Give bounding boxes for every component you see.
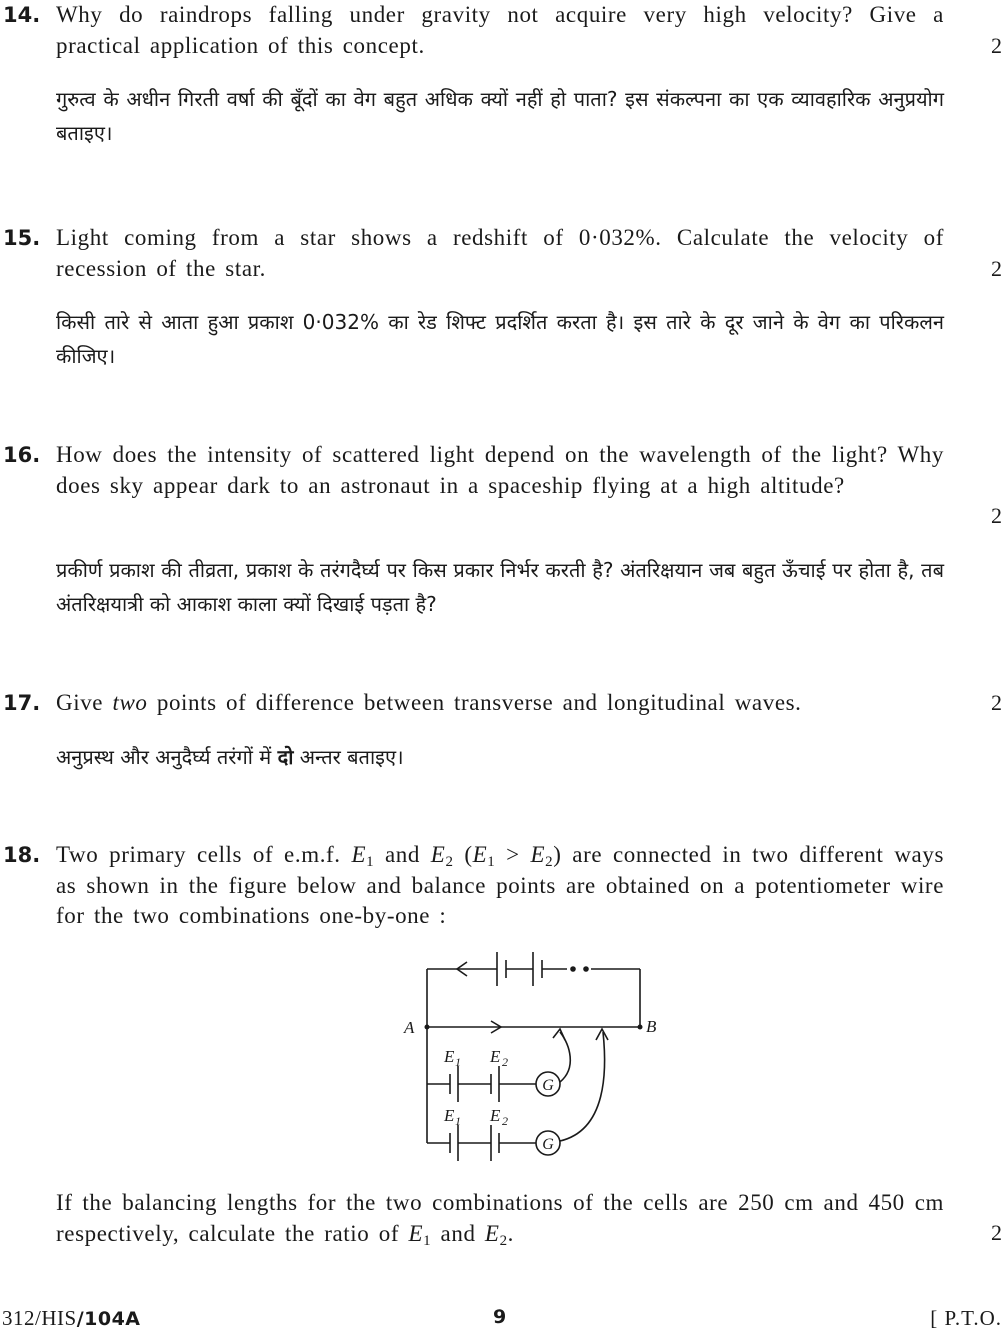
text: If the balancing lengths for the two combinations of the cells are 250 cm and 450 cm respectively, calculate the ratio of [56,1190,944,1246]
text: अनुप्रस्थ और अनुदैर्घ्य तरंगों में [56,745,278,769]
subscript: 1 [366,854,375,870]
question-text-hindi: प्रकीर्ण प्रकाश की तीव्रता, प्रकाश के तरंगदैर्घ्य पर किस प्रकार निर्भर करती है? अंतरिक्षयान जब बहुत ऊँचाई पर होता है, तब अंतरिक्षयात्री को आकाश काला क्यों दिखाई पड़ता है? [56,558,944,616]
text: ( [453,842,473,867]
question-text-english: Light coming from a star shows a redshift of 0·032%. Calculate the velocity of recession of the star. [56,225,944,281]
terminal-label-b: B [646,1017,657,1036]
marks: 2 [991,1220,1002,1245]
text: points of difference between transverse and longitudinal waves. [147,690,802,715]
cell-label-e1: E [444,1106,455,1125]
emf-symbol: E [430,842,446,867]
text: > [495,842,531,867]
potentiometer-circuit-figure [395,950,665,1165]
subscript: 1 [423,1232,432,1249]
subscript: 2 [499,1232,508,1249]
paper-code-bold: /104A [76,1308,141,1330]
cell-label-sub: 1 [455,1055,461,1069]
terminal-label-a: A [404,1018,415,1037]
question-text-english [56,840,944,932]
text: अन्तर बताइए। [293,745,404,769]
marks: 2 [991,690,1002,715]
marks: 2 [991,256,1002,281]
text: Give [56,690,113,715]
question-number: 15. [3,226,41,250]
bold-word: दो [277,745,294,769]
text: are connected in two different ways as shown in the figure below and balance points are obtained on a potentiometer wire for the two combinations one-by-one : [56,842,944,928]
emf-symbol: E [484,1220,500,1246]
cell-label-e2: E [490,1106,501,1125]
question-number: 14. [3,3,41,27]
page-number: 9 [493,1306,507,1328]
paper-code [2,1306,141,1331]
galvanometer-label: G [542,1136,554,1153]
question-number: 18. [3,843,41,867]
question-number: 16. [3,443,41,467]
emf-symbol: E [530,842,546,867]
galvanometer-label: G [542,1077,554,1094]
emphasis: two [112,690,148,715]
subscript: 2 [545,854,554,870]
cell-label-e2: E [490,1047,501,1066]
question-text-hindi [56,740,944,774]
cell-label-sub: 2 [502,1114,508,1128]
question-text-hindi: गुरुत्व के अधीन गिरती वर्षा की बूँदों का वेग बहुत अधिक क्यों नहीं हो पाता? इस संकल्पना का एक व्यावहारिक अनुप्रयोग बताइए। [56,87,944,145]
text: Two primary cells of e.m.f. [56,842,352,867]
subscript: 2 [445,854,454,870]
cell-label-sub: 1 [455,1114,461,1128]
emf-symbol: E [472,842,488,867]
subscript: 1 [487,854,496,870]
question-text-english: Why do raindrops falling under gravity not acquire very high velocity? Give a practical application of this concept. [56,2,944,58]
cell-label-e1: E [444,1047,455,1066]
paper-code-plain: 312/HIS [2,1306,77,1330]
question-number: 17. [3,691,41,715]
emf-symbol: E [351,842,367,867]
emf-symbol: E [408,1220,424,1246]
question-text-hindi: किसी तारे से आता हुआ प्रकाश 0·032% का रेड शिफ्ट प्रदर्शित करता है। इस तारे के दूर जाने के वेग का परिकलन कीजिए। [56,310,944,368]
text: . [507,1220,514,1246]
question-followup-english [56,1188,944,1249]
text: ) [553,842,562,867]
question-text-english [56,688,944,719]
marks: 2 [991,33,1002,58]
cell-label-sub: 2 [502,1055,508,1069]
marks: 2 [991,503,1002,528]
please-turn-over: [ P.T.O. [930,1306,1002,1330]
text: and [374,842,431,867]
question-text-english: How does the intensity of scattered light depend on the wavelength of the light? Why does sky appear dark to an astronaut in a spaceship flying at a high altitude? [56,442,944,498]
text: and [431,1220,485,1246]
